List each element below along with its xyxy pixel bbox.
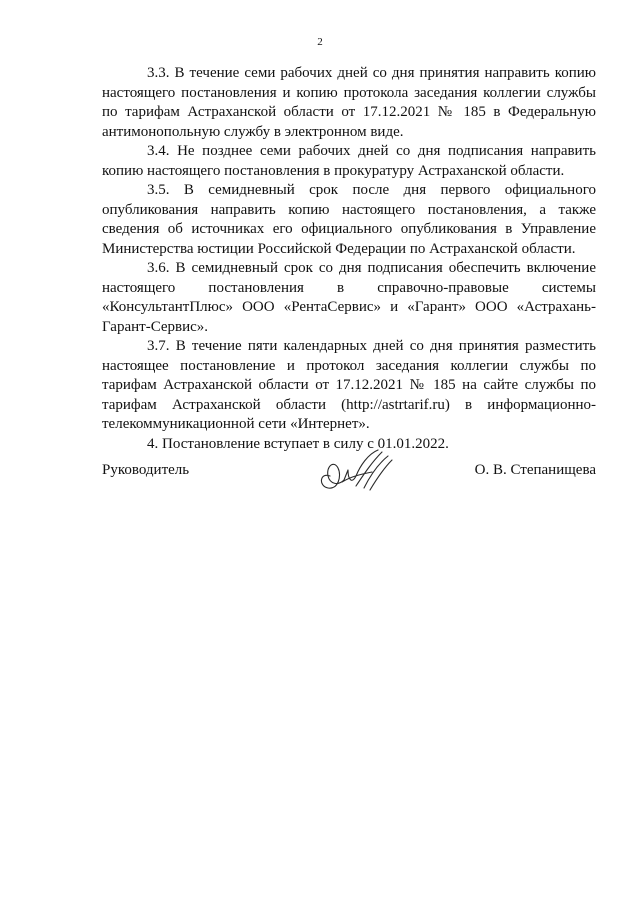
paragraph-3-6: 3.6. В семидневный срок со дня подписания обеспечить включение настоящего постановления в справочно-правовые системы «КонсультантПлюс» ООО «РентаСервис» и «Гарант» ООО «Астрахань-Гарант-Сервис». [102, 260, 596, 335]
paragraph-3-7: 3.7. В течение пяти календарных дней со дня принятия разместить настоящее постановление и протокол заседания коллегии службы по тарифам Астраханской области от 17.12.2021 № 185 на сайте службы по тарифам Астраханской области (http://astrtarif.ru) в информационно-телекоммуникационной сети «Интернет». [102, 338, 596, 432]
page-number: 2 [317, 36, 323, 48]
handwritten-signature [312, 446, 402, 498]
signature-block [102, 446, 596, 506]
paragraph-3-5: 3.5. В семидневный срок после дня первого официального опубликования направить копию настоящего постановления, а также сведения об источниках его официального опубликования в Управление Министерства юстиции Российской Федерации по Астраханской области. [102, 182, 596, 257]
paragraph-3-3: 3.3. В течение семи рабочих дней со дня принятия направить копию настоящего постановления и копию протокола заседания коллегии службы по тарифам Астраханской области от 17.12.2021 № 185 в Федеральную антимонопольную службу в электронном виде. [102, 65, 596, 140]
signer-title: Руководитель [102, 462, 190, 478]
document-body [102, 64, 596, 454]
signer-name: О. В. Степанищева [474, 462, 596, 478]
paragraph-3-4: 3.4. Не позднее семи рабочих дней со дня подписания направить копию настоящего постановления в прокуратуру Астраханской области. [102, 143, 596, 179]
paragraph-4: 4. Постановление вступает в силу с 01.01.2022. [147, 435, 449, 452]
